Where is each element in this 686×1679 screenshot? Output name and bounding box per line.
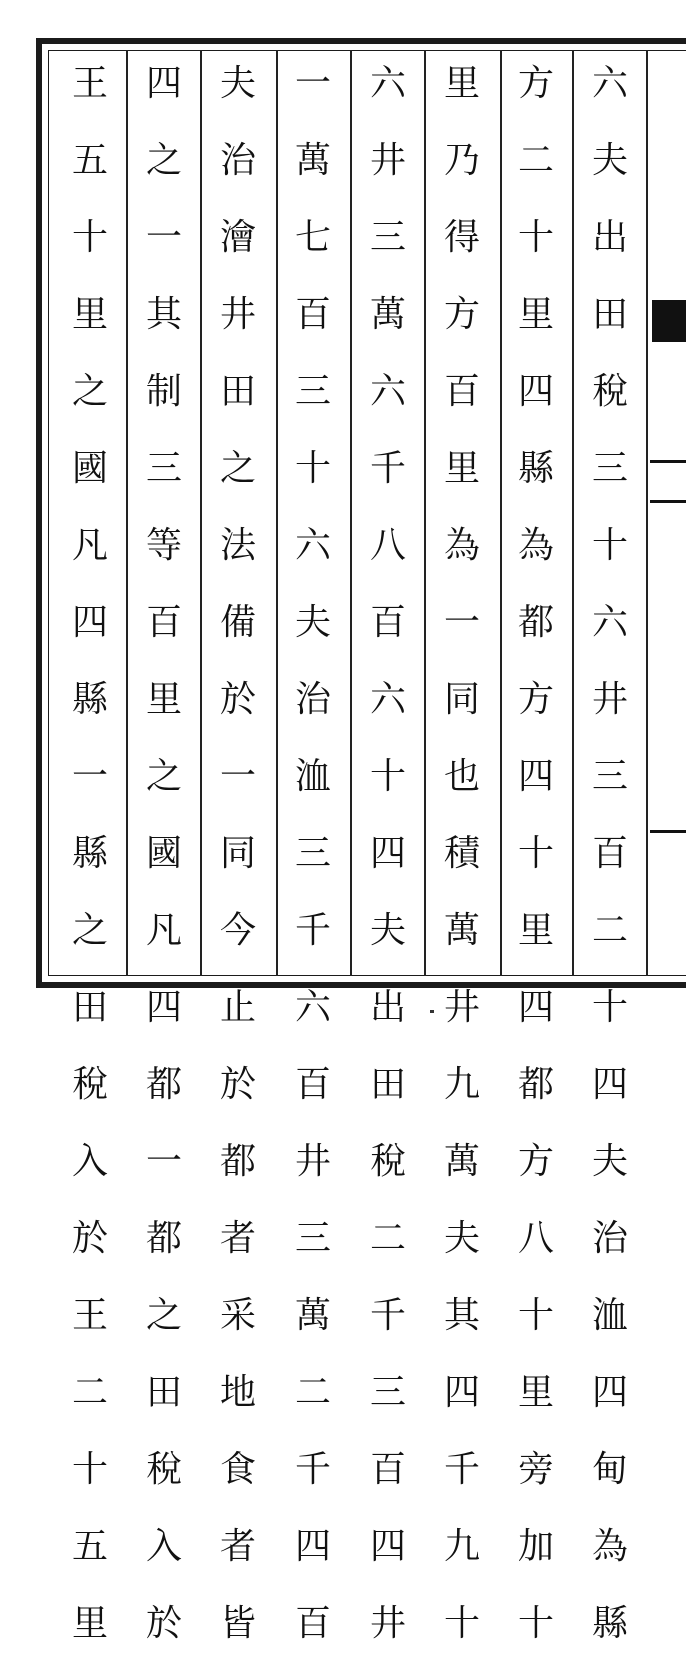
glyph: 之: [219, 448, 256, 489]
glyph: 里: [517, 910, 554, 951]
glyph: 四: [369, 1526, 406, 1567]
column-rule: [276, 50, 278, 976]
glyph: 百: [369, 1449, 406, 1490]
glyph: 夫: [443, 1218, 480, 1259]
glyph: 止: [219, 987, 256, 1028]
glyph: 方: [517, 63, 554, 104]
glyph: 為: [443, 525, 480, 566]
glyph: 國: [145, 833, 182, 874]
glyph: 稅: [71, 1064, 108, 1105]
glyph: 里: [145, 679, 182, 720]
glyph: 萬: [294, 1295, 331, 1336]
glyph: 四: [517, 756, 554, 797]
page-speck: [430, 1010, 434, 1013]
glyph: 百: [591, 833, 628, 874]
glyph: 五: [71, 140, 108, 181]
glyph: 出: [591, 217, 628, 258]
glyph: 田: [219, 371, 256, 412]
glyph: 皆: [219, 1603, 256, 1644]
glyph: 治: [591, 1218, 628, 1259]
glyph: 乃: [443, 140, 480, 181]
glyph: 井: [219, 294, 256, 335]
glyph: 縣: [591, 1603, 628, 1644]
glyph: 十: [591, 987, 628, 1028]
glyph: 之: [71, 910, 108, 951]
glyph: 為: [517, 525, 554, 566]
glyph: 田: [369, 1064, 406, 1105]
glyph: 七: [294, 217, 331, 258]
glyph: 得: [443, 217, 480, 258]
glyph: 千: [369, 448, 406, 489]
text-column-5: [283, 62, 343, 1679]
glyph: 都: [517, 1064, 554, 1105]
glyph: 井: [294, 1141, 331, 1182]
glyph: 百: [294, 294, 331, 335]
glyph: 治: [219, 140, 256, 181]
glyph: 三: [369, 1372, 406, 1413]
glyph: 四: [369, 833, 406, 874]
glyph: 四: [443, 1372, 480, 1413]
glyph: 國: [71, 448, 108, 489]
glyph: 田: [145, 1372, 182, 1413]
glyph: 加: [517, 1526, 554, 1567]
glyph: 一: [219, 756, 256, 797]
glyph: 八: [369, 525, 406, 566]
glyph: 積: [443, 833, 480, 874]
glyph: 十: [591, 525, 628, 566]
glyph: 井: [369, 140, 406, 181]
text-column-8: [60, 62, 120, 1679]
glyph: 三: [294, 833, 331, 874]
glyph: 田: [71, 987, 108, 1028]
glyph: 都: [517, 602, 554, 643]
glyph: 其: [145, 294, 182, 335]
glyph: 六: [294, 987, 331, 1028]
glyph: 之: [145, 140, 182, 181]
glyph: 為: [591, 1526, 628, 1567]
glyph: 夫: [294, 602, 331, 643]
glyph: 地: [219, 1372, 256, 1413]
column-rule: [350, 50, 352, 976]
glyph: 五: [71, 1526, 108, 1567]
text-column-4: [358, 62, 418, 1679]
glyph: 一: [71, 756, 108, 797]
glyph: 里: [443, 63, 480, 104]
glyph: 六: [591, 602, 628, 643]
column-rule: [572, 50, 574, 976]
glyph: 其: [443, 1295, 480, 1336]
glyph: 凡: [145, 910, 182, 951]
glyph: 百: [369, 602, 406, 643]
glyph: 十: [294, 448, 331, 489]
glyph: 四: [591, 1372, 628, 1413]
glyph: 治: [294, 679, 331, 720]
glyph: 采: [219, 1295, 256, 1336]
glyph: 出: [369, 987, 406, 1028]
facing-page-rule: [650, 460, 686, 463]
glyph: 方: [443, 294, 480, 335]
glyph: 等: [145, 525, 182, 566]
glyph: 入: [71, 1141, 108, 1182]
glyph: 百: [145, 602, 182, 643]
glyph: 三: [294, 1218, 331, 1259]
glyph: 十: [71, 1449, 108, 1490]
glyph: 洫: [591, 1295, 628, 1336]
glyph: 四: [145, 987, 182, 1028]
glyph: 六: [294, 525, 331, 566]
glyph: 夫: [219, 63, 256, 104]
glyph: 同: [219, 833, 256, 874]
column-rule: [500, 50, 502, 976]
glyph: 里: [443, 448, 480, 489]
glyph: 都: [219, 1141, 256, 1182]
glyph: 二: [591, 910, 628, 951]
glyph: 萬: [369, 294, 406, 335]
glyph: 四: [517, 987, 554, 1028]
facing-page-rule: [650, 830, 686, 833]
glyph: 食: [219, 1449, 256, 1490]
glyph: 百: [443, 371, 480, 412]
glyph: 都: [145, 1064, 182, 1105]
glyph: 者: [219, 1526, 256, 1567]
glyph: 三: [145, 448, 182, 489]
glyph: 稅: [369, 1141, 406, 1182]
text-column-7: [134, 62, 194, 1679]
column-rule: [646, 50, 648, 976]
glyph: 凡: [71, 525, 108, 566]
glyph: 六: [369, 371, 406, 412]
glyph: 縣: [71, 679, 108, 720]
glyph: 制: [145, 371, 182, 412]
glyph: 萬: [443, 910, 480, 951]
glyph: 里: [71, 1603, 108, 1644]
column-rule: [126, 50, 128, 976]
glyph: 六: [369, 679, 406, 720]
glyph: 二: [71, 1372, 108, 1413]
glyph: 里: [517, 1372, 554, 1413]
glyph: 三: [591, 756, 628, 797]
text-column-3: [432, 62, 492, 1679]
glyph: 今: [219, 910, 256, 951]
glyph: 二: [294, 1372, 331, 1413]
glyph: 六: [369, 63, 406, 104]
glyph: 一: [145, 1141, 182, 1182]
glyph: 百: [294, 1064, 331, 1105]
glyph: 之: [145, 1295, 182, 1336]
glyph: 十: [517, 833, 554, 874]
glyph: 都: [145, 1218, 182, 1259]
glyph: 四: [517, 371, 554, 412]
facing-page-tab-mark: [652, 300, 686, 342]
glyph: 稅: [145, 1449, 182, 1490]
glyph: 洫: [294, 756, 331, 797]
glyph: 萬: [443, 1141, 480, 1182]
glyph: 入: [145, 1526, 182, 1567]
glyph: 四: [71, 602, 108, 643]
glyph: 井: [443, 987, 480, 1028]
glyph: 夫: [591, 1141, 628, 1182]
glyph: 於: [219, 679, 256, 720]
glyph: 夫: [591, 140, 628, 181]
glyph: 法: [219, 525, 256, 566]
glyph: 於: [145, 1603, 182, 1644]
glyph: 井: [369, 1603, 406, 1644]
glyph: 千: [294, 910, 331, 951]
glyph: 王: [71, 1295, 108, 1336]
glyph: 澮: [219, 217, 256, 258]
text-column-6: [208, 62, 268, 1679]
glyph: 三: [591, 448, 628, 489]
glyph: 九: [443, 1064, 480, 1105]
glyph: 井: [591, 679, 628, 720]
glyph: 縣: [517, 448, 554, 489]
glyph: 百: [294, 1603, 331, 1644]
glyph: 之: [145, 756, 182, 797]
glyph: 一: [294, 63, 331, 104]
glyph: 三: [369, 217, 406, 258]
glyph: 田: [591, 294, 628, 335]
glyph: 八: [517, 1218, 554, 1259]
glyph: 縣: [71, 833, 108, 874]
glyph: 方: [517, 679, 554, 720]
glyph: 十: [517, 1603, 554, 1644]
glyph: 同: [443, 679, 480, 720]
glyph: 里: [71, 294, 108, 335]
glyph: 於: [219, 1064, 256, 1105]
glyph: 旁: [517, 1449, 554, 1490]
glyph: 於: [71, 1218, 108, 1259]
glyph: 二: [369, 1218, 406, 1259]
glyph: 一: [145, 217, 182, 258]
glyph: 也: [443, 756, 480, 797]
glyph: 之: [71, 371, 108, 412]
column-rule: [200, 50, 202, 976]
text-column-1: [580, 62, 640, 1679]
glyph: 四: [591, 1064, 628, 1105]
glyph: 千: [294, 1449, 331, 1490]
glyph: 王: [71, 63, 108, 104]
glyph: 萬: [294, 140, 331, 181]
glyph: 九: [443, 1526, 480, 1567]
glyph: 甸: [591, 1449, 628, 1490]
glyph: 十: [517, 1295, 554, 1336]
glyph: 十: [443, 1603, 480, 1644]
glyph: 四: [145, 63, 182, 104]
glyph: 六: [591, 63, 628, 104]
glyph: 十: [517, 217, 554, 258]
text-column-2: [506, 62, 566, 1679]
glyph: 一: [443, 602, 480, 643]
glyph: 稅: [591, 371, 628, 412]
glyph: 里: [517, 294, 554, 335]
glyph: 千: [443, 1449, 480, 1490]
glyph: 千: [369, 1295, 406, 1336]
facing-page-rule: [650, 500, 686, 503]
glyph: 三: [294, 371, 331, 412]
glyph: 十: [71, 217, 108, 258]
column-rule: [424, 50, 426, 976]
glyph: 夫: [369, 910, 406, 951]
glyph: 四: [294, 1526, 331, 1567]
glyph: 十: [369, 756, 406, 797]
glyph: 方: [517, 1141, 554, 1182]
glyph: 二: [517, 140, 554, 181]
glyph: 者: [219, 1218, 256, 1259]
glyph: 備: [219, 602, 256, 643]
